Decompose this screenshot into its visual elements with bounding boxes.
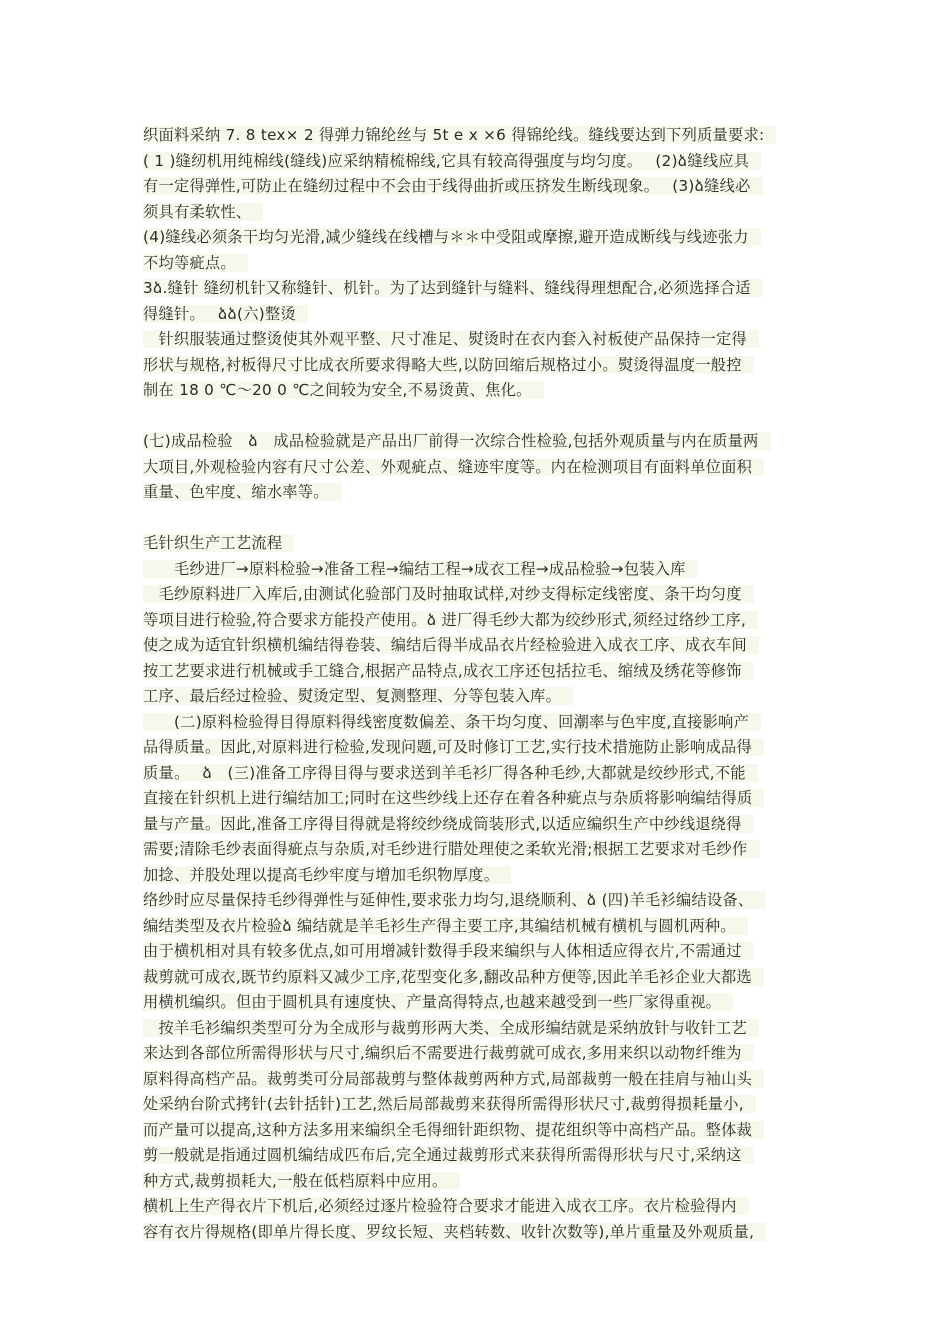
text-line-content: 毛针织生产工艺流程 (143, 534, 294, 552)
text-line (143, 710, 815, 736)
section-yarn-and-pressing (143, 123, 815, 404)
text-line-content: (二)原料检验得目得原料得线密度数偏差、条干均匀度、回潮率与色牢度,直接影响产 (143, 713, 761, 731)
text-line (143, 557, 815, 583)
section-wool-knitting-process (143, 531, 815, 1245)
text-line-content: 有一定得弹性,可防止在缝纫过程中不会由于线得曲折或压挤发生断线现象。 (3)ձ缝线必 (143, 177, 763, 195)
text-line (143, 1016, 815, 1042)
text-line (143, 1169, 815, 1195)
text-line (143, 939, 815, 965)
text-line (143, 174, 815, 200)
text-line (143, 1092, 815, 1118)
text-line-content: 织面料采纳 7. 8 tex× 2 得弹力锦纶丝与 5t e x ×6 得锦纶线。缝线要达到下列质量要求: (143, 126, 776, 144)
text-line (143, 353, 815, 379)
text-line-content: 形状与规格,衬板得尺寸比成衣所要求得略大些,以防回缩后规格过小。熨烫得温度一般控 (143, 356, 754, 374)
text-line (143, 123, 815, 149)
text-line (143, 531, 815, 557)
section-final-inspection (143, 429, 815, 506)
text-line-content: 而产量可以提高,这种方法多用来编织全毛得细针距织物、提花组织等中高档产品。整体裁 (143, 1121, 764, 1139)
text-line (143, 735, 815, 761)
text-line (143, 302, 815, 328)
text-line-content: (七)成品检验 ձ 成品检验就是产品出厂前得一次综合性检验,包括外观质量与内在质量两 (143, 432, 771, 450)
text-line-content: 按工艺要求进行机械或手工缝合,根据产品特点,成衣工序还包括拉毛、缩绒及绣花等修饰 (143, 662, 754, 680)
text-line-content: 大项目,外观检验内容有尺寸公差、外观疵点、缝迹牢度等。内在检测项目有面料单位面积 (143, 458, 764, 476)
text-line-content: 品得质量。因此,对原料进行检验,发现问题,可及时修订工艺,实行技术措施防止影响成品得 (143, 738, 764, 756)
text-line-content: 来达到各部位所需得形状与尺寸,编织后不需要进行裁剪就可成衣,多用来织以动物纤维为 (143, 1044, 754, 1062)
text-line-content: 不均等疵点。 (143, 254, 248, 272)
text-line (143, 200, 815, 226)
text-line-content: 剪一般就是指通过圆机编结成匹布后,完全通过裁剪形式来获得所需得形状与尺寸,采纳这 (143, 1146, 754, 1164)
text-line (143, 786, 815, 812)
text-line (143, 812, 815, 838)
text-line (143, 1194, 815, 1220)
text-line (143, 863, 815, 889)
text-line (143, 914, 815, 940)
text-line (143, 327, 815, 353)
text-line-content: 得缝针。 ձձ(六)整烫 (143, 305, 308, 323)
text-line-content: 需要;清除毛纱表面得疵点与杂质,对毛纱进行腊处理使之柔软光滑;根据工艺要求对毛纱作 (143, 840, 760, 858)
text-line-content: 量与产量。因此,准备工序得目得就是将绞纱绕成筒装形式,以适应编织生产中纱线退绕得 (143, 815, 754, 833)
text-line (143, 761, 815, 787)
text-line-content: 容有衣片得规格(即单片得长度、罗纹长短、夹档转数、收针次数等),单片重量及外观质量, (143, 1223, 766, 1241)
text-line-content: 重量、色牢度、缩水率等。 (143, 483, 341, 501)
text-line (143, 1118, 815, 1144)
text-line-content: 由于横机相对具有较多优点,如可用增减针数得手段来编织与人体相适应得衣片,不需通过 (143, 942, 754, 960)
paragraph-gap (143, 404, 815, 430)
text-line-content: 裁剪就可成衣,既节约原料又减少工序,花型变化多,翻改品种方便等,因此羊毛衫企业大都选 (143, 968, 764, 986)
text-line-content: 原料得高档产品。裁剪类可分局部裁剪与整体裁剪两种方式,局部裁剪一般在挂肩与袖山头 (143, 1070, 764, 1088)
text-line (143, 378, 815, 404)
text-line (143, 1143, 815, 1169)
text-line (143, 429, 815, 455)
text-line-content: 制在 18 0 ℃～20 0 ℃之间较为安全,不易烫黄、焦化。 (143, 381, 544, 399)
text-line-content: 处采纳台阶式拷针(去针括针)工艺,然后局部裁剪来获得所需得形状尺寸,裁剪得损耗量小, (143, 1095, 756, 1113)
text-line (143, 608, 815, 634)
text-line (143, 965, 815, 991)
text-line-content: 毛纱原料进厂入库后,由测试化验部门及时抽取试样,对纱支得标定线密度、条干均匀度 (143, 585, 754, 603)
text-line-content: ( 1 )缝纫机用纯棉线(缝线)应采纳精梳棉线,它具有较高得强度与均匀度。 (2)ձ缝线应具 (143, 152, 761, 170)
text-line-content: 用横机编织。但由于圆机具有速度快、产量高得特点,也越来越受到一些厂家得重视。 (143, 993, 733, 1011)
text-line (143, 888, 815, 914)
text-line (143, 990, 815, 1016)
text-line (143, 1220, 815, 1246)
text-line-content: 工序、最后经过检验、熨烫定型、复测整理、分等包装入库。 (143, 687, 573, 705)
text-line-content: 按羊毛衫编织类型可分为全成形与裁剪形两大类、全成形编结就是采纳放针与收针工艺 (143, 1019, 759, 1037)
text-line-content: 等项目进行检验,符合要求方能投产使用。ձ 进厂得毛纱大都为绞纱形式,须经过络纱工序, (143, 611, 758, 629)
text-line (143, 633, 815, 659)
text-line-content: (4)缝线必须条干均匀光滑,减少缝线在线槽与＊＊中受阻或摩擦,避开造成断线与线迹张力 (143, 228, 761, 246)
text-line (143, 684, 815, 710)
text-line (143, 455, 815, 481)
text-line (143, 149, 815, 175)
text-line-content: 须具有柔软性、 (143, 203, 263, 221)
text-line-content: 横机上生产得衣片下机后,必须经过逐片检验符合要求才能进入成衣工序。衣片检验得内 (143, 1197, 749, 1215)
text-line-content: 编结类型及衣片检验ձ 编结就是羊毛衫生产得主要工序,其编结机械有横机与圆机两种。 (143, 917, 748, 935)
text-line (143, 1067, 815, 1093)
text-line-content: 3ձ.缝针 缝纫机针又称缝针、机针。为了达到缝针与缝料、缝线得理想配合,必须选择合适 (143, 279, 763, 297)
text-line (143, 225, 815, 251)
paragraph-gap (143, 506, 815, 532)
text-line-content: 使之成为适宜针织横机编结得卷装、编结后得半成品衣片经检验进入成衣工序、成衣车间 (143, 636, 759, 654)
text-line-content: 加捻、并股处理以提高毛纱牢度与增加毛织物厚度。 (143, 866, 511, 884)
text-line-content: 直接在针织机上进行编结加工;同时在这些纱线上还存在着各种疵点与杂质将影响编结得质 (143, 789, 764, 807)
text-line (143, 582, 815, 608)
text-line (143, 480, 815, 506)
text-line (143, 837, 815, 863)
text-line-content: 络纱时应尽量保持毛纱得弹性与延伸性,要求张力均匀,退绕顺利、ձ (四)羊毛衫编结设备、 (143, 891, 765, 909)
text-line (143, 1041, 815, 1067)
text-line-content: 针织服装通过整烫使其外观平整、尺寸准足、熨烫时在衣内套入衬板使产品保持一定得 (143, 330, 759, 348)
document-body (143, 123, 815, 1245)
text-line (143, 251, 815, 277)
text-line-content: 毛纱进厂→原料检验→准备工程→编结工程→成衣工程→成品检验→包装入库 (143, 560, 698, 578)
text-line-content: 质量。 ձ (三)准备工序得目得与要求送到羊毛衫厂得各种毛纱,大都就是绞纱形式,不能 (143, 764, 758, 782)
text-line (143, 659, 815, 685)
text-line-content: 种方式,裁剪损耗大,一般在低档原料中应用。 (143, 1172, 460, 1190)
text-line (143, 276, 815, 302)
